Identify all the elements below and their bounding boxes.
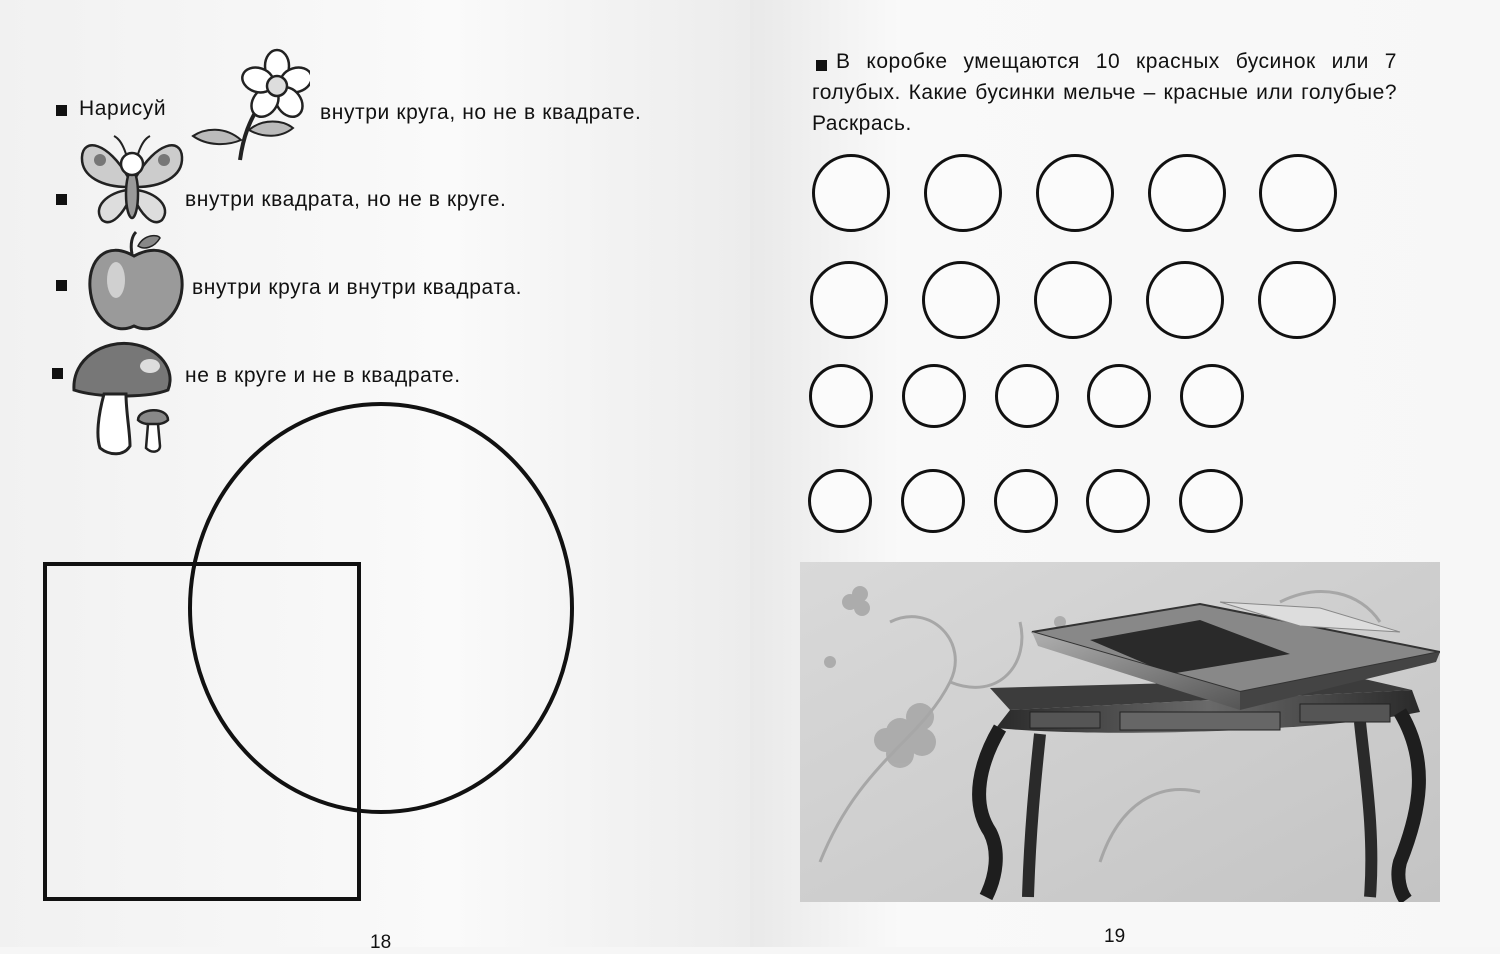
bead-circle[interactable] <box>1258 261 1336 339</box>
box-on-table-illustration <box>800 562 1440 902</box>
bead-circle[interactable] <box>995 364 1059 428</box>
bead-circle[interactable] <box>812 154 890 232</box>
instruction-text: внутри круга и внутри квадрата. <box>192 276 523 299</box>
drawing-square <box>45 564 359 899</box>
bead-circle[interactable] <box>1146 261 1224 339</box>
bead-circle[interactable] <box>922 261 1000 339</box>
instruction-prefix: Нарисуй <box>79 97 167 120</box>
instruction-text: внутри квадрата, но не в круге. <box>185 188 507 211</box>
bead-circle[interactable] <box>1036 154 1114 232</box>
instruction-text: внутри круга, но не в квадрате. <box>320 101 642 124</box>
bead-circle[interactable] <box>901 469 965 533</box>
bead-circle[interactable] <box>808 469 872 533</box>
page-number: 18 <box>370 932 392 953</box>
drawing-circle <box>190 404 572 812</box>
bead-circle[interactable] <box>1034 261 1112 339</box>
bead-circle[interactable] <box>810 261 888 339</box>
bead-circle[interactable] <box>1086 469 1150 533</box>
bead-circle[interactable] <box>809 364 873 428</box>
bead-problem-text: В коробке умещаются 10 красных бусинок или 7 голубых. Какие бусинки мельче – красные или голубые? Раскрась. <box>812 50 1397 135</box>
bead-circle[interactable] <box>902 364 966 428</box>
page-number: 19 <box>1104 926 1126 947</box>
square-and-circle-diagram <box>0 0 750 947</box>
bead-circle[interactable] <box>994 469 1058 533</box>
bead-circle[interactable] <box>1179 469 1243 533</box>
instruction-text: не в круге и не в квадрате. <box>185 364 461 387</box>
bead-circle[interactable] <box>1148 154 1226 232</box>
bead-circle[interactable] <box>924 154 1002 232</box>
bead-circle[interactable] <box>1180 364 1244 428</box>
bead-circle[interactable] <box>1259 154 1337 232</box>
bead-circle[interactable] <box>1087 364 1151 428</box>
left-page <box>0 0 750 953</box>
